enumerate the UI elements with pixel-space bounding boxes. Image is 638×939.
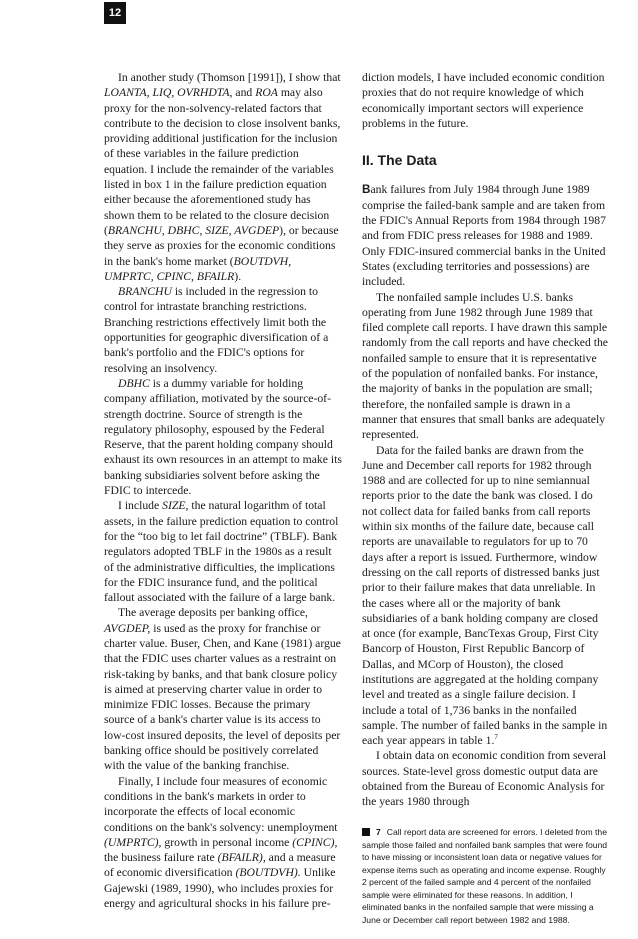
section-heading: II. The Data	[362, 152, 437, 169]
right-column	[362, 70, 608, 810]
footnote-ref: 7	[494, 733, 498, 742]
paragraph: Finally, I include four measures of economic conditions in the bank's markets in order to incorporate the effects of local economic conditions on the bank's solvency: unemployment (UMPRTC), growth in personal income (CPINC), the business failure rate (BFAILR), and a measure of economic diversification (BOUTDVH). Unlike Gajewski (1989, 1990), who includes proxies for energy and agricultural shocks in his failure pre-	[104, 774, 338, 911]
paragraph: diction models, I have included economic condition proxies that do not require knowledge of which economically important sectors will experience problems in the future.	[362, 71, 605, 130]
paragraph: DBHC is a dummy variable for holding company affiliation, motivated by the source-of-strength doctrine. Source of strength is the regulatory philosophy, espoused by the Federal Reserve, that the parent holding company should exhaust its own resources in an attempt to make its banking subsidiaries solvent before asking the FDIC to intercede.	[104, 376, 342, 498]
paragraph: The average deposits per banking office, AVGDEP, is used as the proxy for franchise or charter value. Buser, Chen, and Kane (1981) argue that the FDIC uses charter values as a restraint on risk-taking by banks, and that bank closure policy is aimed at preserving charter value in order to minimize FDIC losses. Because the primary source of a bank's charter value is its access to low-cost insured deposits, the level of deposits per banking office should be positively correlated with the value of the banking franchise.	[104, 606, 341, 773]
page-number: 12	[104, 2, 126, 24]
paragraph: Bank failures from July 1984 through June 1989 comprise the failed-bank sample and are taken from the FDIC's Annual Reports from 1984 through 1987 and from FDIC press releases for 1988 and 1989. Only FDIC-insured commercial banks in the United States (excluding territories and possessions) are included.	[362, 183, 606, 289]
paragraph: I include SIZE, the natural logarithm of total assets, in the failure prediction equation to control for the “too big to let fail doctrine” (TBLF). Bank regulators adopted TBLF in the 1980s as a result of the administrative difficulties, the implications for the FDIC insurance fund, and the political fallout associated with the failure of a large bank.	[104, 499, 339, 605]
paragraph: In another study (Thomson [1991]), I show that LOANTA, LIQ, OVRHDTA, and ROA may also proxy for the non-solvency-related factors that contribute to the decision to close insolvent banks, providing additional justification for the inclusion of these variables in the failure prediction equation. I include the remainder of the variables listed in box 1 in the failure prediction equation either because the aforementioned study has shown them to be related to the closure decision (BRANCHU, DBHC, SIZE, AVGDEP), or because they serve as proxies for the economic conditions in the bank's home market (BOUTDVH, UMPRTC, CPINC, BFAILR).	[104, 71, 341, 283]
left-column	[104, 70, 342, 911]
footnote: 7 Call report data are screened for errors. I deleted from the sample those failed and nonfailed bank samples that were found to have missing or inconsistent loan data or negative values for expense items such as operating and income expense. Roughly 2 percent of the failed sample and 4 percent of the nonfailed sample were eliminated for these reasons. In addition, I eliminated banks in the nonfailed sample that were missing a June or December call report between 1982 and 1988.	[362, 827, 608, 925]
paragraph: I obtain data on economic condition from several sources. State-level gross domestic output data are obtained from the Bureau of Economic Analysis for the years 1980 through	[362, 749, 607, 809]
square-bullet-icon	[362, 828, 370, 836]
paragraph: The nonfailed sample includes U.S. banks operating from June 1982 through June 1989 that filed complete call reports. I have drawn this sample randomly from the call reports and have checked the nonfailed sample to ensure that it is representative of the population of nonfailed banks. For instance, the majority of banks in the population are small; therefore, the nonfailed sample is drawn in a manner that ensures that small banks are adequately represented.	[362, 290, 608, 442]
paragraph: BRANCHU is included in the regression to control for intrastate branching restrictions. Branching restrictions effectively limit both the opportunities for geographic diversification of a bank's portfolio and the FDIC's options for resolving an insolvency.	[104, 285, 329, 375]
paragraph: Data for the failed banks are drawn from the June and December call reports for 1982 through 1988 and are collected for up to nine semiannual reports prior to the date the bank was closed. I do not collect data for failed banks from call reports within six months of the failure date, because call reports are unavailable to regulators for up to 70 days after a report is issued. Furthermore, window dressing on the call reports of distressed banks just prior to their failure makes that data unreliable. In the cases where all or the majority of bank subsidiaries of a bank holding company are closed at once (for example, BancTexas Group, First City Bancorp of Houston, First Republic Bancorp of Dallas, and MCorp of Houston), the closed institutions are aggregated at the holding company level and treated as a single failure decision. I include a total of 1,736 banks in the nonfailed sample. The number of failed banks in the sample in each year appears in table 1.$^7$	[362, 443, 608, 748]
